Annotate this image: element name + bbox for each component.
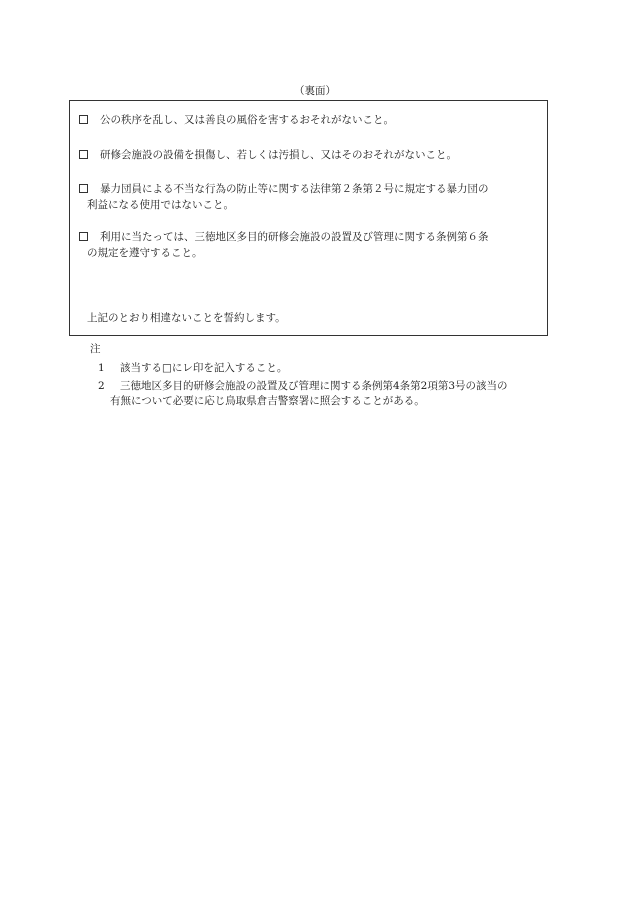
declaration-text: 上記のとおり相違ないことを誓約します。 [87, 312, 286, 324]
pledge-item-continuation: の規定を遵守すること。 [87, 247, 203, 259]
pledge-item [79, 181, 541, 213]
note-text: 三徳地区多目的研修会施設の設置及び管理に関する条例第4条第2項第3号の該当の [120, 380, 508, 392]
pledge-checkbox[interactable] [79, 150, 88, 159]
pledge-item-text: 利用に当たっては、三徳地区多目的研修会施設の設置及び管理に関する条例第６条 [100, 231, 489, 243]
pledge-item-text: 公の秩序を乱し、又は善良の風俗を害するおそれがないこと。 [100, 114, 394, 126]
pledge-item [79, 147, 541, 163]
note-item [98, 359, 287, 378]
pledge-box [69, 100, 548, 336]
note-text: 該当する□にレ印を記入すること。 [120, 362, 288, 374]
note-number: 2 [98, 380, 105, 392]
note-item [98, 377, 508, 396]
pledge-item-text: 暴力団員による不当な行為の防止等に関する法律第２条第２号に規定する暴力団の [100, 183, 489, 195]
notes-heading: 注 [90, 343, 101, 355]
pledge-item [79, 229, 541, 261]
pledge-checkbox[interactable] [79, 115, 88, 124]
pledge-checkbox[interactable] [79, 232, 88, 241]
page-title: （裏面） [294, 85, 336, 97]
pledge-item-continuation: 利益になる使用ではないこと。 [87, 199, 234, 211]
note-continuation: 有無について必要に応じ鳥取県倉吉警察署に照会することがある。 [110, 395, 425, 407]
pledge-item-text: 研修会施設の設備を損傷し、若しくは汚損し、又はそのおそれがないこと。 [100, 149, 457, 161]
pledge-item [79, 112, 541, 128]
note-number: 1 [98, 362, 105, 374]
pledge-checkbox[interactable] [79, 184, 88, 193]
